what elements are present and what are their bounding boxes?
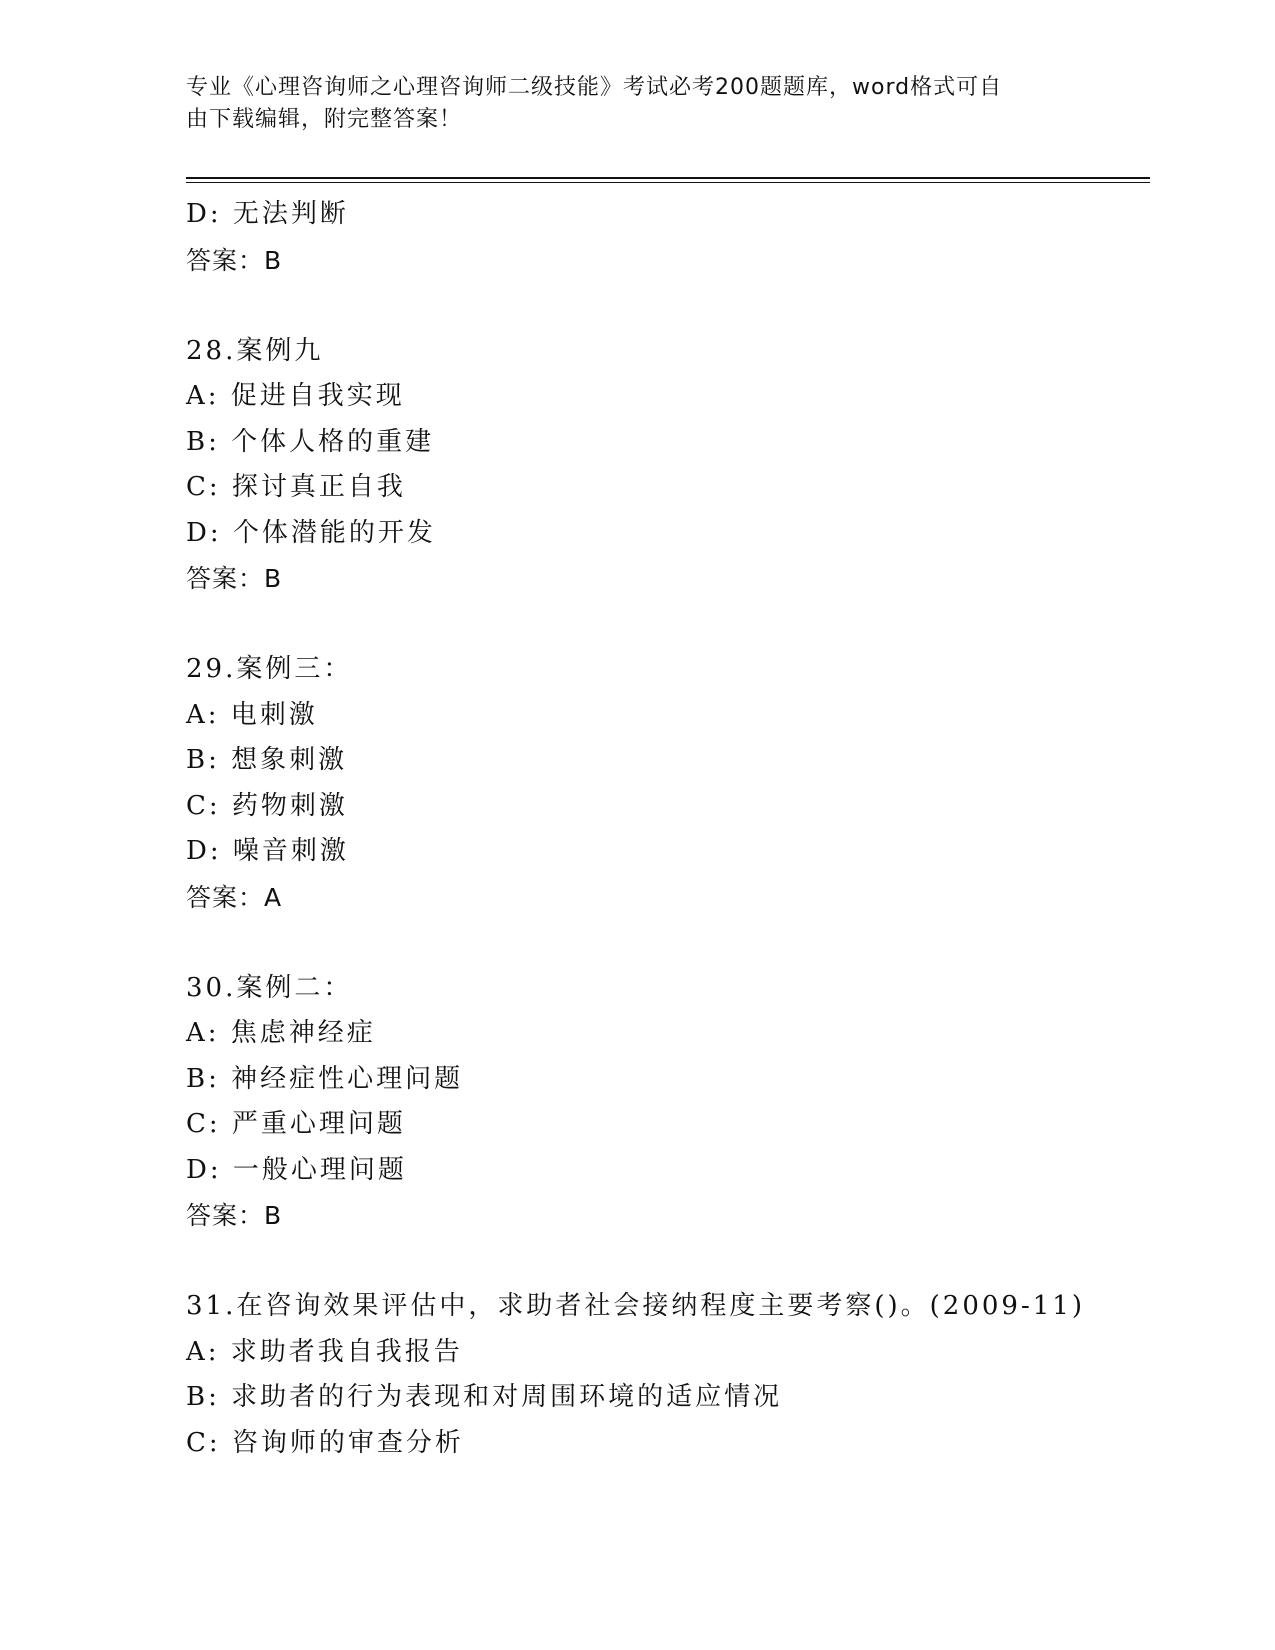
- option-a: A: 焦虑神经症: [186, 1018, 376, 1048]
- question-stem: 28.案例九: [186, 335, 324, 366]
- answer-line: 答案：B: [186, 1201, 283, 1230]
- question-spacing: [186, 920, 1146, 966]
- question-29: [186, 647, 1146, 920]
- answer-line: 答案：B: [186, 564, 283, 593]
- option-b: B: 神经症性心理问题: [186, 1063, 464, 1094]
- answer-line: 答案：B: [186, 245, 283, 275]
- option-d: D: 噪音刺激: [186, 836, 349, 866]
- question-28: [186, 329, 1146, 602]
- option-a: A: 求助者我自我报告: [186, 1336, 463, 1367]
- option-d: D: 个体潜能的开发: [186, 517, 436, 548]
- question-30: [186, 966, 1146, 1239]
- option-a: A: 电刺激: [186, 699, 318, 730]
- option-b: B: 求助者的行为表现和对周围环境的适应情况: [186, 1382, 783, 1412]
- question-27-tail: [186, 192, 1146, 283]
- question-content: [186, 192, 1146, 1466]
- document-header: [186, 72, 1066, 136]
- option-d: D: 一般心理问题: [186, 1154, 407, 1185]
- header-title-line-2: 由下载编辑，附完整答案！: [186, 107, 463, 132]
- question-stem: 31.在咨询效果评估中，求助者社会接纳程度主要考察()。(2009-11): [186, 1291, 1085, 1321]
- question-stem: 29.案例三：: [186, 654, 353, 684]
- question-spacing: [186, 1239, 1146, 1285]
- option-b: B: 个体人格的重建: [186, 426, 435, 457]
- header-divider-thin: [186, 182, 1150, 183]
- option-c: C: 药物刺激: [186, 790, 348, 821]
- question-stem: 30.案例二：: [186, 972, 353, 1003]
- question-spacing: [186, 602, 1146, 648]
- header-title-line-1: 专业《心理咨询师之心理咨询师二级技能》考试必考200题题库，word格式可自: [186, 75, 1003, 100]
- header-divider-thick: [186, 177, 1150, 179]
- option-c: C: 探讨真正自我: [186, 472, 406, 502]
- answer-line: 答案：A: [186, 882, 283, 912]
- question-spacing: [186, 283, 1146, 329]
- option-a: A: 促进自我实现: [186, 381, 405, 411]
- question-31: [186, 1284, 1146, 1466]
- option-c: C: 严重心理问题: [186, 1109, 406, 1139]
- option-c: C: 咨询师的审查分析: [186, 1427, 464, 1458]
- option-b: B: 想象刺激: [186, 745, 348, 775]
- option-d: D: 无法判断: [186, 199, 349, 229]
